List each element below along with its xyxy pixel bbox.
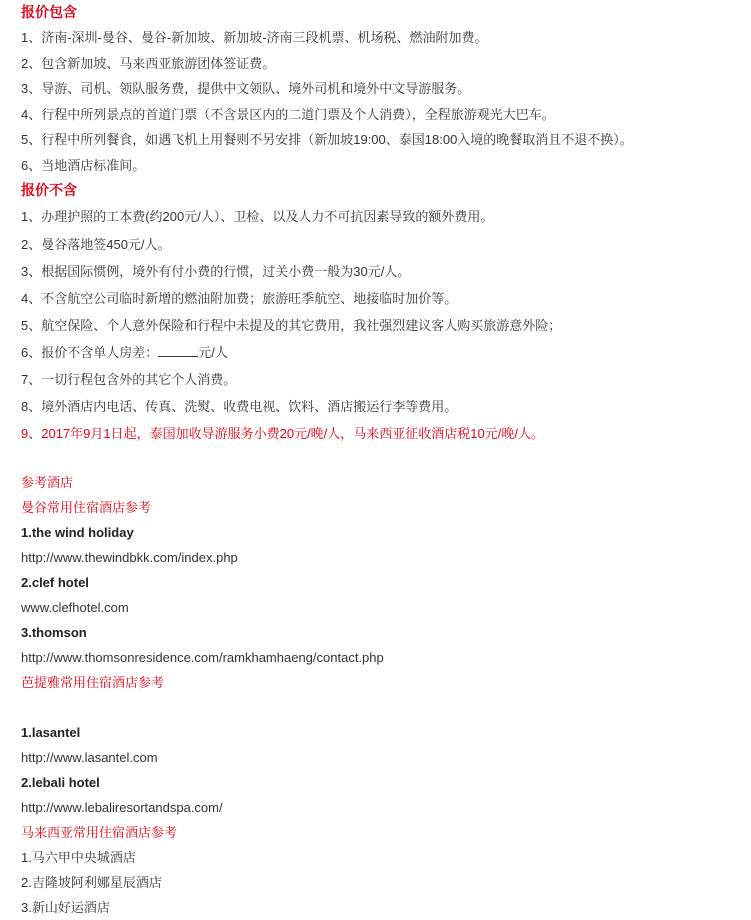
excluded-heading: 报价不含 [21,182,77,198]
hotel-url[interactable]: www.clefhotel.com [21,600,129,615]
hotel-name: 1.the wind holiday [21,525,134,540]
included-item: 1、济南-深圳-曼谷、曼谷-新加坡、新加坡-济南三段机票、机场税、燃油附加费。 [21,30,488,45]
malaysia-hotel-item: 2.吉隆坡阿利娜星辰酒店 [21,875,162,890]
bangkok-hotels-title: 曼谷常用住宿酒店参考 [21,500,152,515]
included-item: 3、导游、司机、领队服务费，提供中文领队、境外司机和境外中文导游服务。 [21,81,471,96]
malaysia-hotel-item: 1.马六甲中央城酒店 [21,850,136,865]
hotel-name: 1.lasantel [21,725,81,740]
excluded-item: 1、办理护照的工本费(约200元/人）、卫检、以及人力不可抗因素导致的额外费用。 [21,209,494,224]
excluded-item: 2、曼谷落地签450元/人。 [21,237,171,252]
excluded-item: 3、根据国际惯例，境外有付小费的行惯，过关小费一般为30元/人。 [21,264,411,279]
hotel-name: 3.thomson [21,625,87,640]
hotels-heading: 参考酒店 [21,475,74,490]
included-item: 6、当地酒店标准间。 [21,157,146,173]
hotel-url[interactable]: http://www.thewindbkk.com/index.php [21,550,238,565]
included-item: 4、行程中所列景点的首道门票（不含景区内的二道门票及个人消费），全程旅游观光大巴车。 [21,106,555,122]
excluded-item-notice: 9、2017年9月1日起，泰国加收导游服务小费20元/晚/人，马来西亚征收酒店税10元/晚/人。 [21,426,544,441]
excluded-item: 8、境外酒店内电话、传真、洗熨、收费电视、饮料、酒店搬运行李等费用。 [21,399,458,414]
document-body [21,0,741,920]
hotel-name: 2.clef hotel [21,575,89,590]
pattaya-hotels-title: 芭提雅常用住宿酒店参考 [21,675,165,690]
spacer [21,447,741,470]
hotel-name: 2.lebali hotel [21,775,100,790]
blank-underline [158,344,198,357]
hotel-url[interactable]: http://www.lebaliresortandspa.com/ [21,800,223,815]
single-room-suffix: 元/人 [198,345,228,360]
hotel-url[interactable]: http://www.thomsonresidence.com/ramkhamhaeng/contact.php [21,650,384,665]
single-room-prefix: 6、报价不含单人房差： [21,345,159,360]
excluded-item: 4、不含航空公司临时新增的燃油附加费；旅游旺季航空、地接临时加价等。 [21,291,458,306]
excluded-item: 7、一切行程包含外的其它个人消费。 [21,372,237,387]
included-item: 5、行程中所列餐食，如遇飞机上用餐则不另安排（新加坡19:00、泰国18:00入境的晚餐取消且不退不换）。 [21,132,633,147]
malaysia-hotels-title: 马来西亚常用住宿酒店参考 [21,825,178,840]
hotel-url[interactable]: http://www.lasantel.com [21,750,158,765]
spacer [21,695,741,720]
excluded-item: 5、航空保险、个人意外保险和行程中未提及的其它费用，我社强烈建议客人购买旅游意外险； [21,318,562,333]
excluded-item-single-room [21,339,741,366]
malaysia-hotel-item: 3.新山好运酒店 [21,900,110,915]
included-item: 2、包含新加坡、马来西亚旅游团体签证费。 [21,55,276,71]
included-heading: 报价包含 [21,4,77,20]
